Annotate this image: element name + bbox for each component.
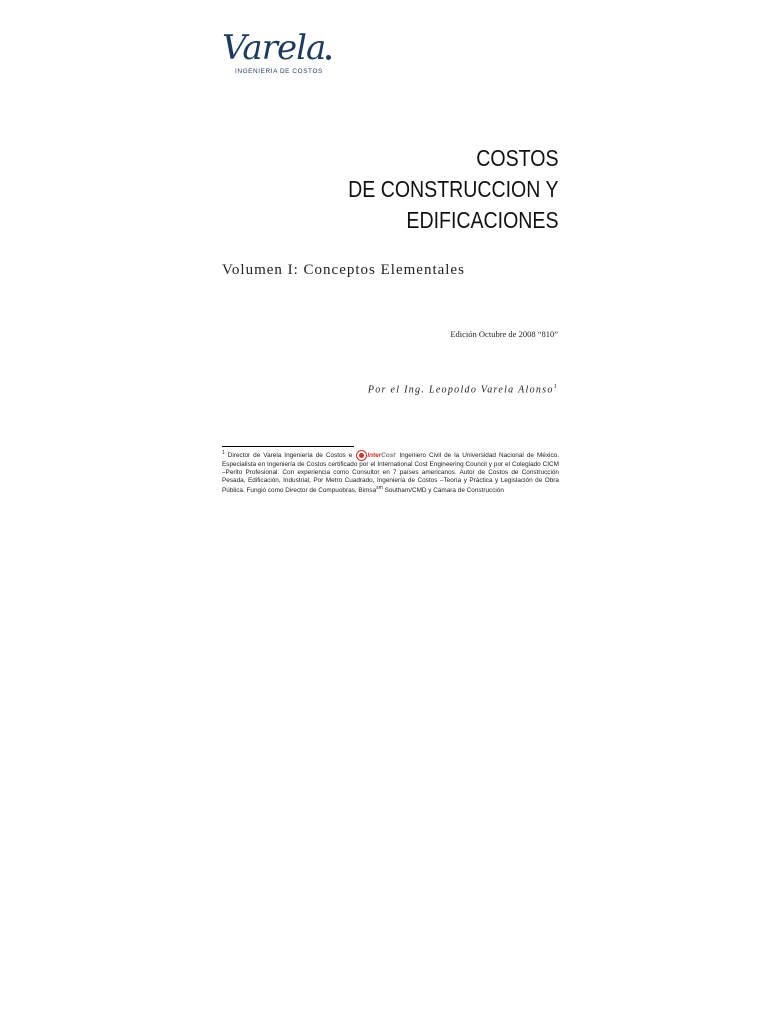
footnote-text-end: Southam/CMD y Cámara de Construcción [382,486,504,494]
intercost-logo-text-1: Inter [367,452,382,460]
footnote [222,450,559,495]
footnote-divider [222,446,354,447]
intercost-logo-text [367,452,395,459]
footnote-sm-mark: sm [376,484,383,491]
logo-subtitle: INGENIERIA DE COSTOS [235,68,323,75]
intercost-circle-icon [356,450,367,461]
author-line [368,384,558,395]
author-text: Por el Ing. Leopoldo Varela Alonso [367,384,554,396]
volume-subtitle: Volumen I: Conceptos Elementales [222,262,465,278]
logo-script-text: Varela [222,28,326,68]
document-title [348,143,558,236]
author-footnote-mark[interactable]: 1 [553,384,558,390]
intercost-logo [356,450,395,461]
footnote-text-start: Director de Varela Ingeniería de Costos e [227,452,356,460]
title-line-2: DE CONSTRUCCION Y [347,176,558,202]
varela-logo [222,22,334,78]
intercost-logo-text-2: Cost [381,452,396,460]
footnote-mark: 1 [222,450,225,457]
edition-text: Edición Octubre de 2008 “810” [450,329,558,339]
footnote-text-body: Ingeniero Civil de la Universidad Nacional de México. Especialista en Ingeniería de Costos certificado por el International Cost Engineering Council y por el Colegiado CICM –Perito Profesional. Con experiencia como Consultor en 7 países americanos. Autor de Costos de Construcción Pesada, Edificación, Industrial, Por Metro Cuadrado, Ingeniería de Costos –Teoría y Práctica y Legislación de Obra Pública. Fungió como Director de Compuobras, Bimsa [222,452,559,494]
title-line-3: EDIFICACIONES [405,207,558,233]
logo-dot [326,55,331,60]
title-line-1: COSTOS [475,145,558,171]
